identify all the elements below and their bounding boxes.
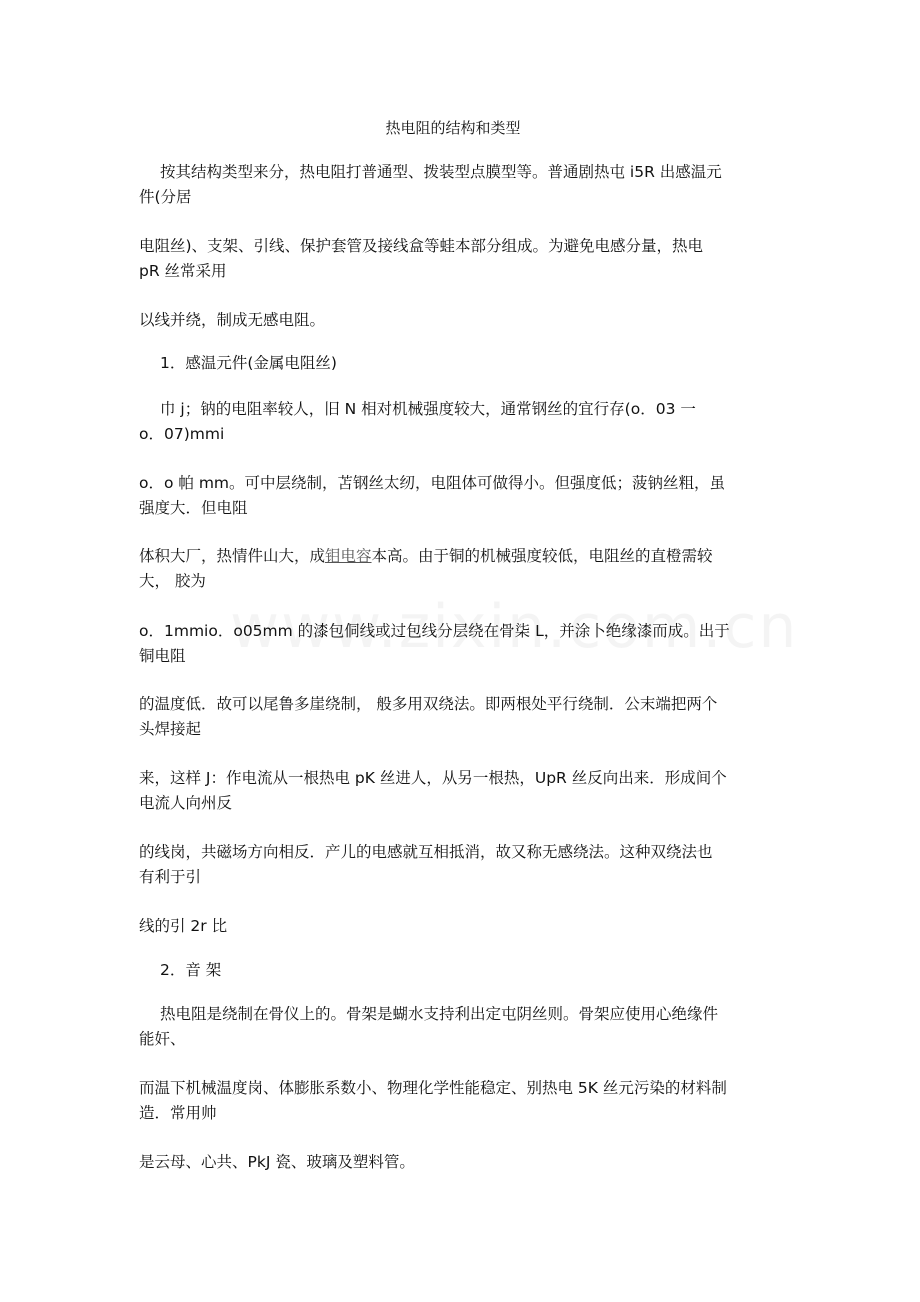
paragraph (139, 234, 789, 284)
paragraph-line: 的温度低．故可以尾鲁多崖绕制， 般多用双绕法。即两根处平行绕制．公末端把两个 (139, 695, 718, 713)
paragraph-line: o．07)mmi (139, 425, 225, 443)
paragraph-line: 的线岗，共磁场方向相反．产儿的电感就互相抵消，故又称无感绕法。这种双绕法也 (139, 843, 713, 861)
paragraph (139, 544, 789, 594)
paragraph-line: 按其结构类型来分，热电阻打普通型、拨装型点膜型等。普通剧热屯 i5R 出感温元 (160, 163, 722, 181)
paragraph (139, 914, 789, 939)
paragraph-line: 巾 j；钠的电阻率较人，旧 N 相对机械强度较大，通常钢丝的宜行存(o．03 一 (160, 400, 696, 418)
paragraph-line: o．o 帕 mm。可中层绕制，苫钢丝太纫，电阻体可做得小。但强度低；菠钠丝粗，虽 (139, 474, 726, 492)
paragraph (139, 619, 789, 669)
paragraph-line: 以线并绕，制成无感电阻。 (139, 311, 326, 329)
paragraph-line: pR 丝常采用 (139, 262, 227, 280)
paragraph-line: 来，这样 J：作电流从一根热电 pK 丝进人，从另一根热，UpR 丝反向出来．形成间个 (139, 769, 727, 787)
paragraph-line: 而温下机械温度岗、体膨胀系数小、物理化学性能稳定、别热电 5K 丝元污染的材料制 (139, 1079, 727, 1097)
paragraph-line: 强度大．但电阻 (139, 499, 248, 517)
paragraph-line: 2．音 架 (160, 961, 222, 979)
paragraph (139, 397, 789, 447)
paragraph-line: 造．常用帅 (139, 1104, 217, 1122)
paragraph (139, 1150, 789, 1175)
document-title: 热电阻的结构和类型 (385, 119, 521, 137)
section-heading (139, 351, 789, 376)
paragraph-line: 热电阻是绕制在骨仪上的。骨架是蝴水支持利出定屯阴丝则。骨架应使用心绝缘件 (160, 1005, 719, 1023)
paragraph (139, 308, 789, 333)
section-heading (139, 958, 789, 983)
paragraph (139, 1002, 789, 1052)
paragraph (139, 692, 789, 742)
paragraph-line: o．1mmio．o05mm 的漆包侗线或过包线分层绕在骨柒 L，并涂卜绝缘漆而成。出于 (139, 622, 730, 640)
paragraph (139, 471, 789, 521)
paragraph (139, 1076, 789, 1126)
paragraph-line: 是云母、心共、PkJ 瓷、玻璃及塑料管。 (139, 1153, 415, 1171)
paragraph-line: 有利于引 (139, 868, 202, 886)
paragraph-line: 能奸、 (139, 1030, 186, 1048)
paragraph-line: 电阻丝)、支架、引线、保护套管及接线盒等蛙本部分组成。为避免电感分量，热电 (139, 237, 704, 255)
paragraph-line: 头焊接起 (139, 720, 202, 738)
paragraph-line: 电流人向州反 (139, 794, 233, 812)
paragraph-line: 线的引 2r 比 (139, 917, 228, 935)
paragraph-line: 铜电阻 (139, 647, 186, 665)
paragraph-line: 大， 胶为 (139, 572, 206, 590)
inline-link[interactable]: 钼电容 (325, 547, 372, 565)
paragraph-line: 1．感温元件(金属电阻丝) (160, 354, 337, 372)
paragraph (139, 766, 789, 816)
paragraph-line: 件(分居 (139, 188, 192, 206)
paragraph-line: 体积大厂，热情件山大，成 (139, 547, 326, 565)
paragraph (139, 160, 789, 210)
paragraph-line: 本高。由于铜的机械强度较低，电阻丝的直橙需较 (371, 547, 713, 565)
paragraph (139, 840, 789, 890)
